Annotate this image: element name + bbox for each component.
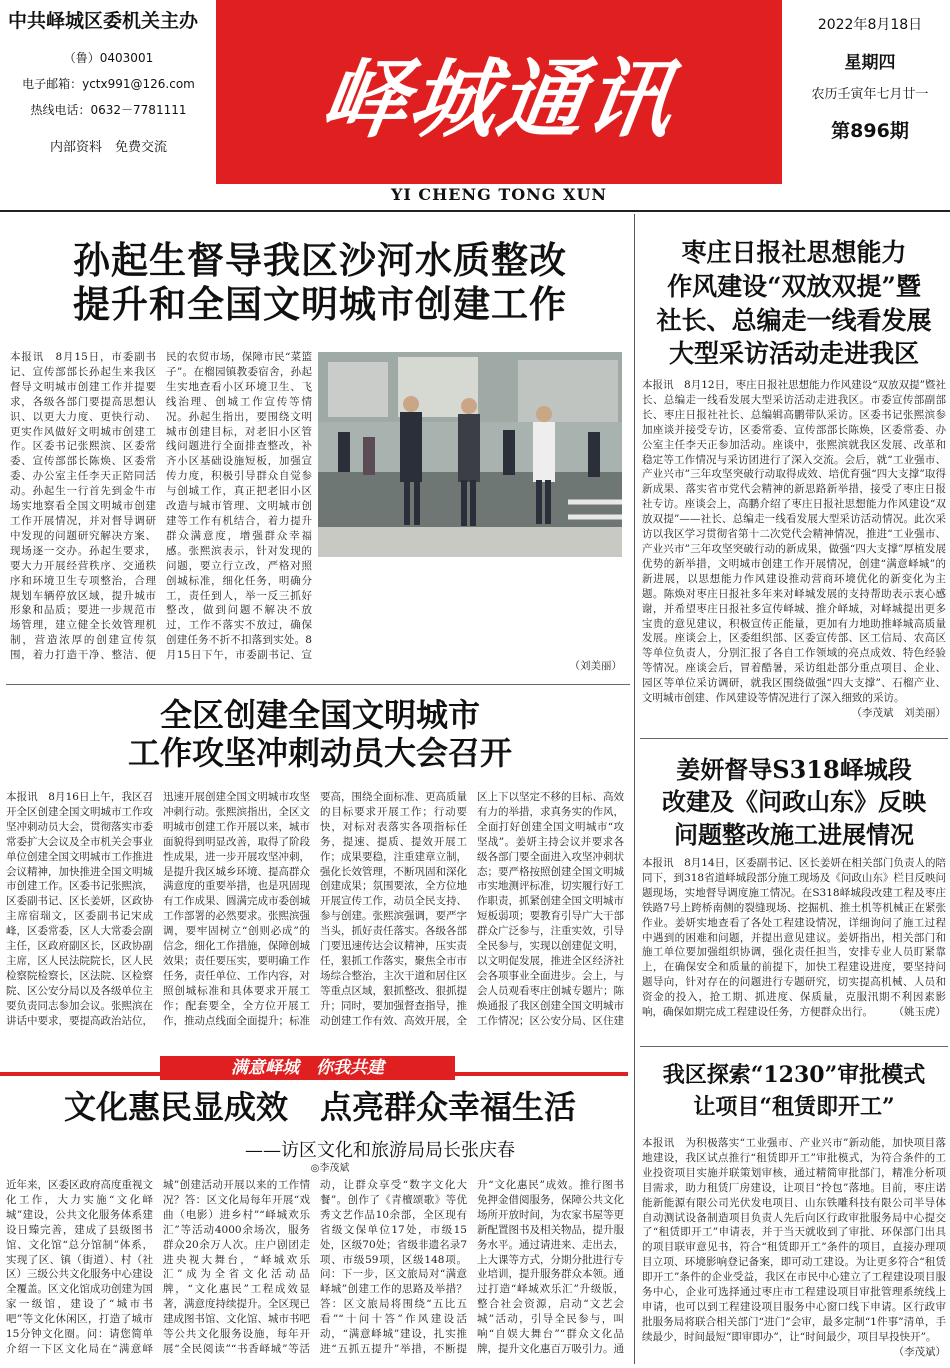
article-6-text: 本报讯 为积极落实“工业强市、产业兴市”新动能，加快项目落地建设，我区试点推行“租赁即开工”审批模式，为符合条件的工业投资项目实施并联策划审核，通过精简审批部门，精准分析项目需求，助力租赁厂房建设，让项目“拎包”落地。目前，枣庄诺能新能源有限公司光伏发电项目、山东铁雕科技有限公司半导体自动测试设备制造项目负责人先后向区行政审批服务局中心提交了“租赁即开工”申请表，并于当天就收到了审批、环保部门出具的项目联审意见书，符合“租赁即开工”条件的项目，直接办理项目立项、环境影响登记备案，即可动工建设。为让更多符合“租赁即开工”条件的企业受益，我区在市民中心建立了工程建设项目服务中心，企业可选择通过枣庄市工程建设项目审批管理系统线上申请，也可以到工程建设项目服务中心窗口线下申请。区行政审批服务局将联合相关部门“进门”会审，最多定制“1件事”清单，手续最少，时间最短“即审即办”，让“时间最少，项目早投快开”。 — [642, 1137, 946, 1343]
internal-note: 内部资料 免费交流 — [49, 140, 167, 155]
article-1-headline-line2: 提升和全国文明城市创建工作 — [73, 282, 567, 327]
section-divider-1 — [6, 684, 630, 685]
article-4-byline: （姚玉虎） — [893, 1006, 946, 1019]
article-4-text: 本报讯 8月14日，区委副书记、区长姜妍在相关部门负责人的陪同下，到318省道峄城段部分施工现场及《问政山东》栏目反映问题现场，实地督导调度施工情况。在S318峄城段改建工程及枣庄铁路7号上跨桥南侧的裂缝现场、挖掘机、推土机等机械正在紧张作业。姜妍实地查看了各处工程建设情况，详细询问了施工过程中遇到的困难和问题，并提出意见建议。姜妍指出，相关部门和施工单位要加强组织协调，强化责任担当，安排专业人员盯紧靠上，在确保安全和质量的前提下，加快工程建设进度，要坚持问题导向，针对存在的问题进行专题研究，切实提高机械、人员和资金的投入，抢工期、抓进度、保质量，克服汛期不利因素影响，确保如期完成工程建设任务，方便群众出行。 — [642, 857, 946, 1019]
article-5-headline: 文化惠民显成效 点亮群众幸福生活 — [63, 1088, 576, 1126]
article-2-headline-line4: 大型采访活动走进我区 — [668, 339, 919, 369]
article-6-byline: （李茂斌） — [893, 1345, 946, 1358]
article-1-headline-line1: 孙起生督导我区沙河水质整改 — [73, 238, 567, 282]
registration-number: （鲁）0403001 — [63, 51, 154, 65]
article-2-headline-line1: 枣庄日报社思想能力 — [681, 238, 907, 267]
article-6-body — [642, 1136, 946, 1364]
issue-number: 第896期 — [831, 120, 909, 142]
article-3-headline-line1: 全区创建全国文明城市 — [159, 696, 480, 734]
issue-weekday: 星期四 — [844, 53, 896, 73]
organizer-name: 中共峄城区委机关主办 — [8, 10, 199, 32]
masthead-divider — [0, 210, 950, 212]
newspaper-banner — [216, 0, 782, 184]
right-divider-2 — [640, 1046, 948, 1047]
article-5-text: 近年来，区委区政府高度重视文化工作，大力实施“文化峄城”建设，公共文化服务体系建设日臻完善，建成了县级图书馆、文化馆“总分馆制”体系，实现了区、镇（街道）、村（社区）三级公共文化服务中心建设全覆盖。区文化馆成功创建为国家一级馆，建设了“城市书吧”等文化休闲区，打造了城市15分钟文化圈。问：请您简单介绍一下区文化局在“满意峄城”创建活动开展以来的工作情况？答：区文化局每年开展“戏曲（电影）进乡村”“峄城欢乐汇”等活动4000余场次，服务群众20余万人次。庄户剧团走进央视大舞台，“峄城欢乐汇”成为全省文化活动品牌，“文化惠民”工程成效显著，满意度持续提升。全区现已建成图书馆、文化馆、城市书吧等公共文化服务设施，每年开展“全民阅读”“书香峄城”等活动，让群众享受“数字文化大餐”。创作了《青檀颂歌》等优秀文艺作品10余部，全区现有省级文保单位17处，市级15处，区级70处；省级非遗名录7项、市级59项，区级148项。问：下一步，区文旅局对“满意峄城”创建工作的思路及举措？答：区文旅局将围绕“五比五看”“十问十答”作风建设活动，“满意峄城”建设，扎实推进“五抓五提升”举措，不断提升“文化惠民”成效。推行图书免押金借阅服务，保障公共文化场所开放时间，为农家书屋等更新配置图书及相关物品，提升服务水平。通过请进来、走出去，上大课等方式，分期分批进行专业培训，提升服务群众本领。通过打造“峄城欢乐汇”升级版，整合社会资源，启动“文艺会城”活动，引导全民参与，叫响“自娱大舞台”“群众文化品牌，提升文化惠百万吸引力。通 — [6, 1179, 624, 1355]
campaign-band-label: 满意峄城 你我共建 — [160, 1056, 455, 1080]
right-divider-1 — [640, 738, 948, 739]
article-2-text: 本报讯 8月12日，枣庄日报社思想能力作风建设“双放双提”暨社长、总编走一线看发展大型采访活动走进我区。市委宣传部副部长、枣庄日报社社长、总编辑高鹏带队采访。区委书记张熙滨参加座谈并接受专访，区委常委、宣传部部长陈焕，区委常委、办公室主任李天正参加活动。座谈中，张熙滨就我区发展、改革和稳定等工作情况与采访团进行了深入交流。会后，就“工业强市、产业兴市”三年攻坚突破行动取得成效、培优育强“四大支撑”取得新成果、落实省市党代会精神的新思路新举措，接受了枣庄日报社专访。座谈会上，高鹏介绍了枣庄日报社思想能力作风建设“双放双提”——社长、总编走一线看发展大型采访活动情况。此次采访以我区学习贯彻省第十二次党代会精神情况，推进“工业强市、产业兴市”三年攻坚突破行动的新成果，做强“四大支撑”厚植发展优势的新举措，文明城市创建工作开展情况，创建“满意峄城”的新进展，以思想能力作风建设推动营商环境优化的新变化为主题。陈焕对枣庄日报社多年来对峄城发展的支持帮助表示衷心感谢，并希望枣庄日报社多宣传峄城、推介峄城，对峄城提出更多宝贵的意见建议，积极宣传正能量，更加有力地助推峄城高质量发展。座谈会上，区委组织部、区委宣传部、区工信局、农高区等单位负责人，分别汇报了各自工作领域的亮点成效、特色经验等情况。座谈会后，冒着酷暑，采访组赴部分重点项目、企业、园区等单位采访调研，就我区围绕做强“四大支撑”、石榴产业、文明城市创建、作风建设等情况进行了深入细致的采访。 — [642, 379, 946, 705]
article-6-headline-line1: 我区探索“1230”审批模式 — [662, 1062, 926, 1088]
article-1-headline — [10, 238, 630, 327]
article-4-headline — [642, 754, 946, 851]
article-2-headline — [642, 236, 946, 371]
article-2-body — [642, 378, 946, 730]
article-1-text: 本报讯 8月15日，市委副书记、宣传部部长孙起生来我区督导文明城市创建工作并提要求，各级各部门要提高思想认识、以更大力度、更快行动、更实作风做好文明城市创建工作。区委书记张熙滨、区委常委、宣传部部长陈焕、区委常委、办公室主任李天正陪同活动。孙起生一行首先到金牛市场实地察看全国文明城市创建工作开展情况，并对督导调研中发现的问题研究解决方案、现场逐一交办。孙起生要求，要大力开展经营秩序、交通秩序和环境卫生专项整治，合理规划车辆停放区域，提升城市形象和品质；要进一步规范市场管理，建立健全长效管理机制，营造浓厚的创建宣传氛围，着力打造干净、整洁、便民的农贸市场，保障市民“菜篮子”。在榴园镇教委宿舍，孙起生实地查看小区环境卫生、飞线治理、创城工作宣传等情况。孙起生指出，要围绕文明城市创建目标，对老旧小区管线问题进行全面排查整改，补齐小区基础设施短板，加强宣传力度，积极引导群众自觉参与创城工作，真正把老旧小区改造与城市管理、文明城市创建等工作有机结合，着力提升群众满意度，增强群众幸福感。张熙滨表示，针对发现的问题，要立行立改，严格对照创城标准，细化任务，明确分工，责任到人，举一反三抓好整改，做到问题不解决不放过，工作不落实不放过，确保创建任务不折不扣落到实处。8月15日下午，市委副书记、宣 — [10, 351, 312, 662]
article-3-body — [6, 790, 624, 1042]
newspaper-pinyin: YI CHENG TONG XUN — [390, 185, 608, 204]
masthead-right — [790, 14, 950, 143]
article-1-photo — [318, 352, 622, 557]
article-2-headline-line2: 作风建设“双放双提”暨 — [667, 271, 921, 301]
column-divider — [634, 214, 635, 1364]
newspaper-title: 峄城通讯 — [314, 49, 682, 150]
hotline-line: 热线电话：0632－7781111 — [30, 103, 187, 117]
masthead-left — [6, 6, 211, 176]
email-line: 电子邮箱：yctx991@126.com — [22, 77, 195, 91]
article-1-body-left — [10, 350, 312, 675]
article-5-subtitle: ——访区文化和旅游局局长张庆春 — [245, 1140, 515, 1161]
lunar-date: 农历壬寅年七月廿一 — [811, 87, 929, 102]
article-6-headline — [642, 1060, 946, 1124]
article-5-author: ◎李茂斌 — [310, 1163, 350, 1174]
article-4-body — [642, 856, 946, 1028]
article-4-headline-line3: 问题整改施工进展情况 — [674, 819, 914, 849]
article-2-byline: （李茂斌 刘美丽） — [851, 706, 946, 719]
article-5-body — [6, 1178, 624, 1364]
article-4-headline-line2: 改建及《问政山东》反映 — [662, 787, 926, 817]
article-6-headline-line2: 让项目“租赁即开工” — [693, 1093, 895, 1120]
issue-date: 2022年8月18日 — [817, 17, 923, 33]
inspection-photo-illustration — [318, 352, 622, 557]
article-3-headline — [10, 696, 630, 773]
article-4-headline-line1: 姜妍督导S318峄城段 — [676, 755, 912, 784]
article-3-headline-line2: 工作攻坚冲刺动员大会召开 — [127, 734, 512, 773]
article-1-byline: （刘美丽） — [569, 660, 622, 672]
article-2-headline-line3: 社长、总编走一线看发展 — [656, 305, 932, 335]
article-1-body-right — [318, 563, 622, 675]
campaign-band — [0, 1054, 628, 1082]
article-3-text: 本报讯 8月16日上午，我区召开全区创建全国文明城市工作攻坚冲刺动员大会，贯彻落实市委常委扩大会议及全市机关会事业单位创建全国文明城市工作推进会议精神，加快推进全国文明城市创建工作。区委书记张熙滨，区委副书记、区长姜妍，区政协主席宿瑞文，区委副书记宋成峰，区委常委，区人大常委会副主任，区政府副区长，区政协副主席，区人民法院院长，区人民检察院检察长，区法院、区检察院、区公安分局以及各级单位主要负责同志参加会议。张熙滨在讲话中要求，要提高政治站位，迅速开展创建全国文明城市攻坚冲刺行动。张熙滨指出，全区文明城市创建工作开展以来，城市面貌得到明显改善，取得了阶段性成果，进一步开展攻坚冲刺，是提升我区城乡环境、提高群众满意度的重要举措，也是巩固现有工作成果、圆满完成市委创城工作部署的必然要求。张熙滨强调，要牢固树立“创则必成”的信念，细化工作措施，保障创城效果；责任要压实，要明确工作任务，责任单位、工作内容，对照创城标准和具体要求开展工作；配套要全，全方位开展工作，推动点线面全面提升；标准要高，围绕全面标准、更高质量的目标要求开展工作；行动要快，对标对表落实各项指标任务，提速、提质、提效开展工作；成果要稳，注重建章立制，强化长效管理，不断巩固和深化创建成果；氛围要浓，全方位地开展宣传工作，动员全民支持、参与创建。张熙滨强调，要严字当头，抓好责任落实。各级各部门要迅速传达会议精神，压实责任，狠抓工作落实，聚焦全市市场综合整治，主次干道和居住区等重点区域，狠抓整改、狠抓提升；同时，要加强督查指导，推动创建工作有效、高效开展，全区上下以坚定不移的目标、高效有力的举措，求真务实的作风，全面打好创建全国文明城市“攻坚战”。姜妍主持会议并要求各级各部门要全面进入攻坚冲刺状态；要严格按照创建全国文明城市实地测评标准，切实履行好工作职责，抓紧创建全国文明城市短板弱项；要教育引导广大干部群众广泛参与，注重实效，引导全民参与，实现以创建促文明，以文明促发展，推进全区经济社会各项事业全面进步。会上，与会人员观看枣庄创城专题片；陈焕通报了我区创建全国文明城市工作情况；区公安分局、区住建 — [6, 791, 624, 1027]
